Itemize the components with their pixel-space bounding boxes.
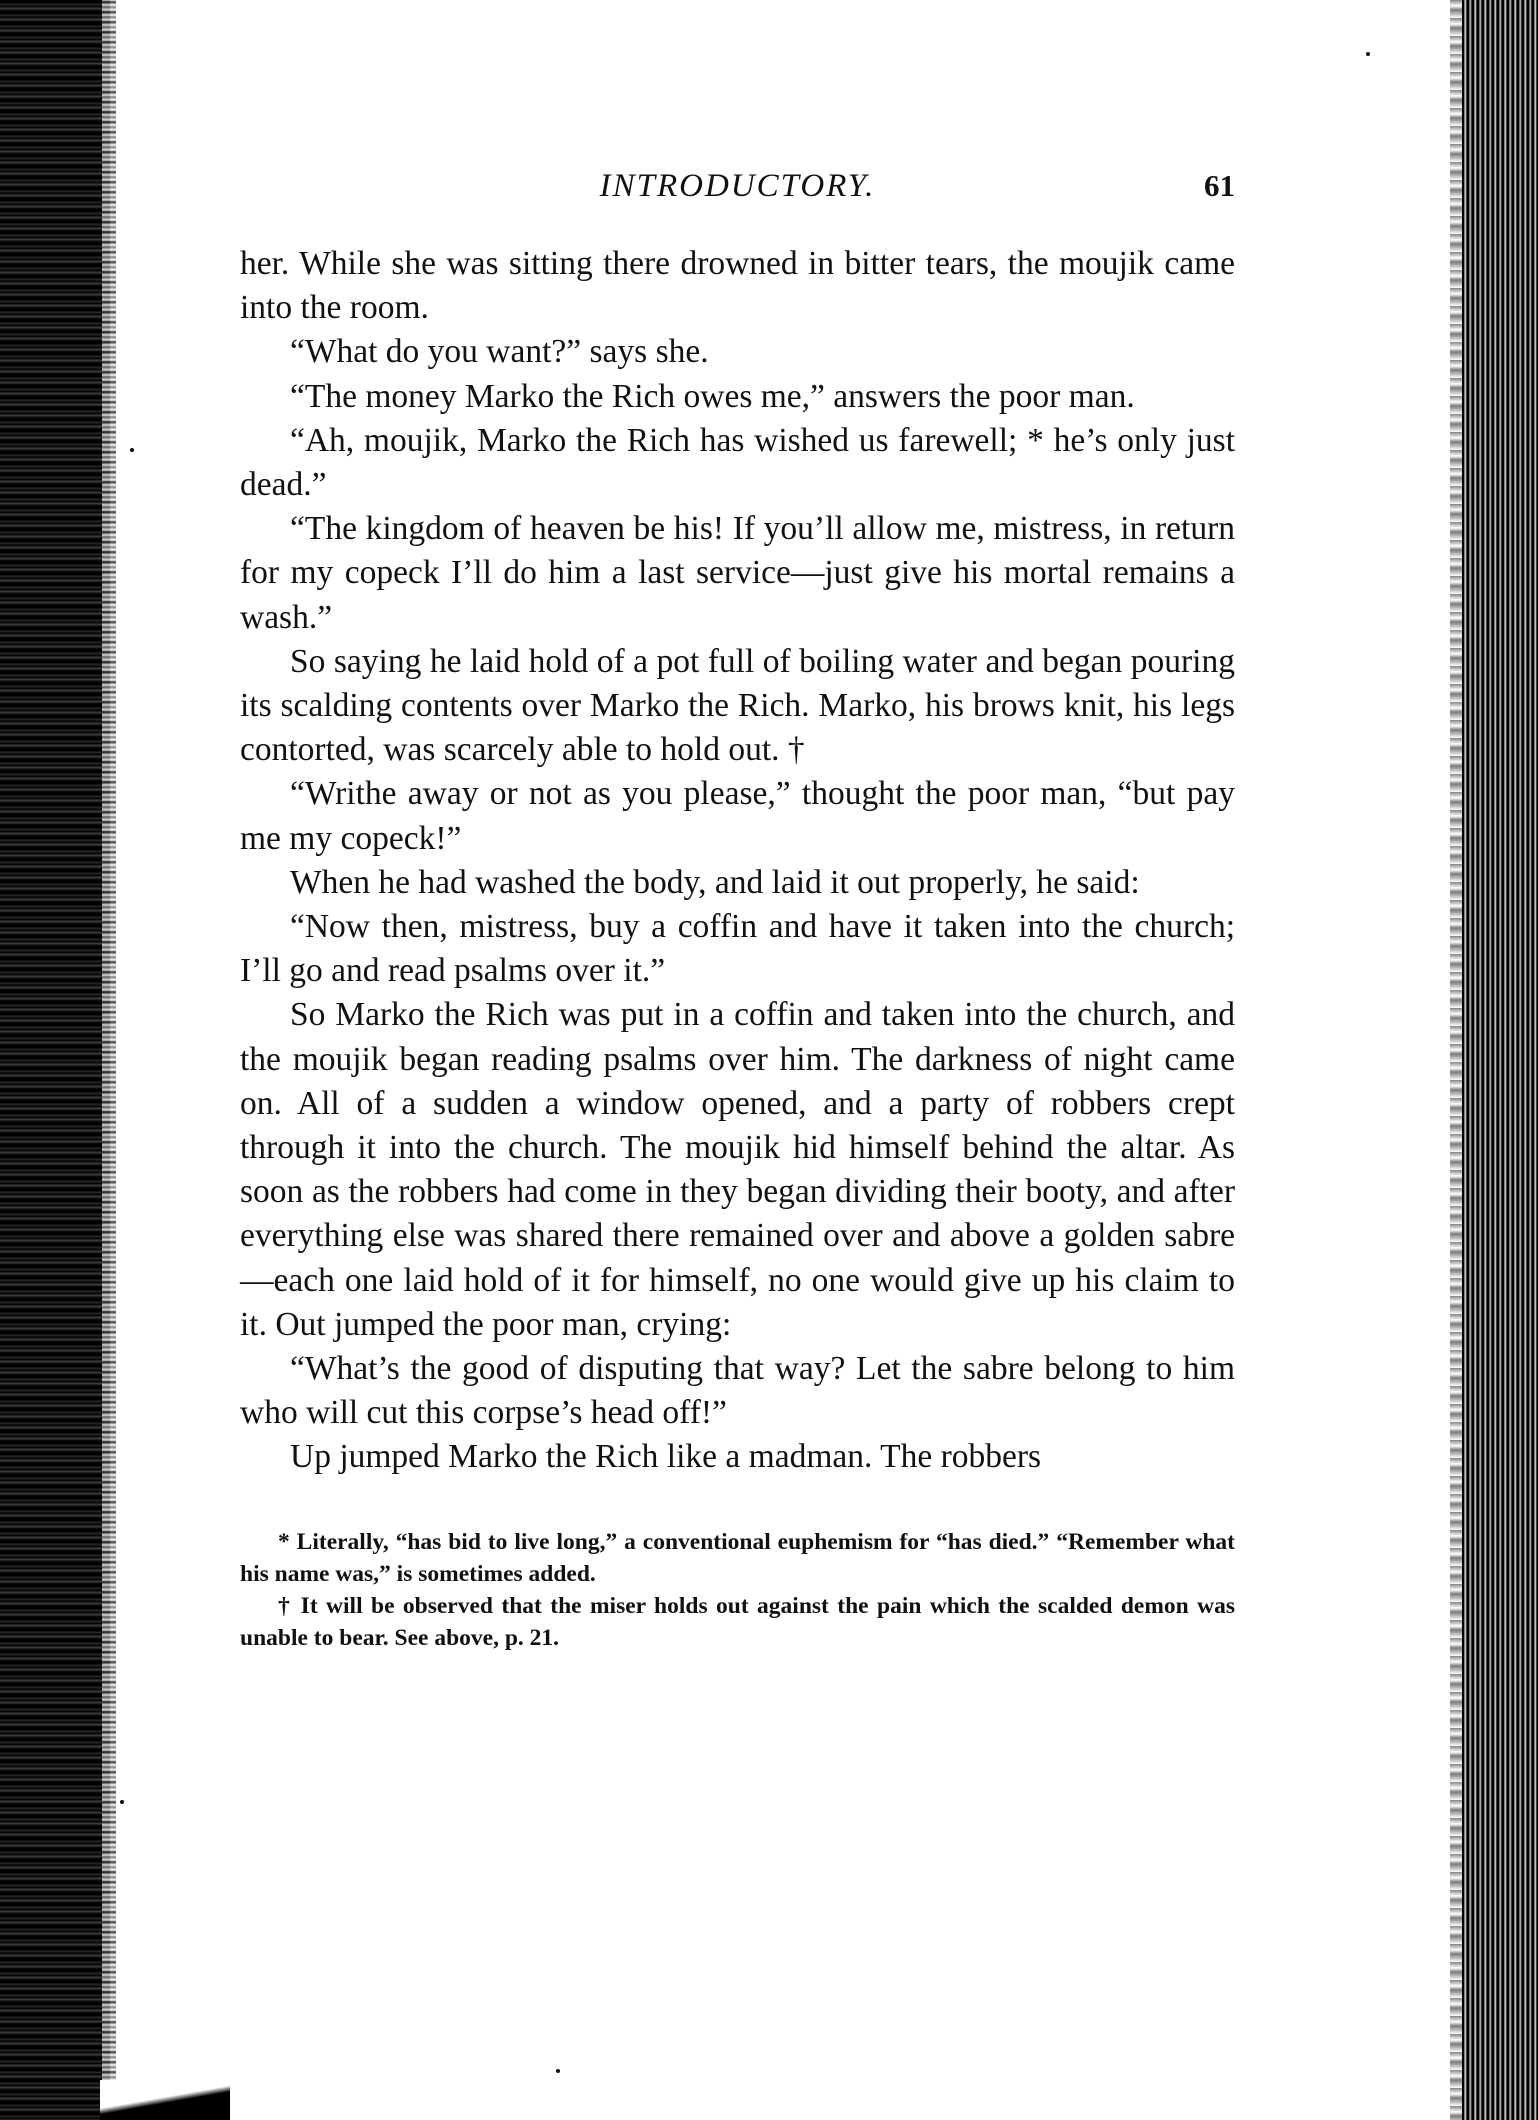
right-edge-shadow (1450, 0, 1462, 2120)
paragraph: When he had washed the body, and laid it out properly, he said: (290, 863, 1140, 901)
scan-speck (120, 1800, 124, 1804)
right-book-edge (1462, 0, 1538, 2120)
running-title: INTRODUCTORY. (599, 168, 876, 204)
book-page (240, 160, 1235, 1654)
paragraph: her. While she was sitting there drowned in bitter tears, the moujik came into the room. (240, 245, 1235, 327)
footnote: * Literally, “has bid to live long,” a conventional euphemism for “has died.” “Remember what his name was,” is sometimes added. (240, 1528, 1235, 1587)
scan-speck (556, 2069, 560, 2073)
page-number: 61 (1204, 168, 1235, 203)
paragraph: “The kingdom of heaven be his! If you’ll allow me, mistress, in return for my copeck I’ll do him a last service—just give his mortal remains a wash.” (240, 510, 1235, 636)
scan-speck (1366, 52, 1370, 56)
paragraph: “Now then, mistress, buy a coffin and have it taken into the church; I’ll go and read psalms over it.” (240, 908, 1235, 990)
scan-speck (130, 448, 134, 452)
paragraph: “The money Marko the Rich owes me,” answers the poor man. (290, 377, 1135, 415)
paragraph: Up jumped Marko the Rich like a madman. The robbers (290, 1438, 1042, 1476)
paragraph: So saying he laid hold of a pot full of boiling water and began pouring its scalding contents over Marko the Rich. Marko, his brows knit, his legs contorted, was scarcely able to hold out. † (240, 642, 1235, 769)
footnote: † It will be observed that the miser holds out against the pain which the scalded demon was unable to bear. See above, p. 21. (240, 1592, 1235, 1651)
paragraph: “Writhe away or not as you please,” thought the poor man, “but pay me my copeck!” (240, 775, 1235, 857)
footnotes (240, 1526, 1235, 1654)
body-text (240, 242, 1235, 1480)
paragraph: “What’s the good of disputing that way? Let the sabre belong to him who will cut this corpse’s head off!” (240, 1350, 1235, 1432)
paragraph: “Ah, moujik, Marko the Rich has wished us farewell; * he’s only just dead.” (240, 421, 1235, 504)
paragraph: “What do you want?” says she. (290, 333, 709, 371)
left-book-edge (0, 0, 110, 2120)
paragraph: So Marko the Rich was put in a coffin and taken into the church, and the moujik began reading psalms over him. The darkness of night came on. All of a sudden a window opened, and a party of robbers crept through it into the church. The moujik hid himself behind the altar. As soon as the robbers had come in they began dividing their booty, and after everything else was shared there remained over and above a golden sabre —each one laid hold of it for himself, no one would give up his claim to it. Out jumped the poor man, crying: (240, 996, 1235, 1343)
page-curl (100, 2080, 230, 2120)
running-head (240, 160, 1235, 220)
